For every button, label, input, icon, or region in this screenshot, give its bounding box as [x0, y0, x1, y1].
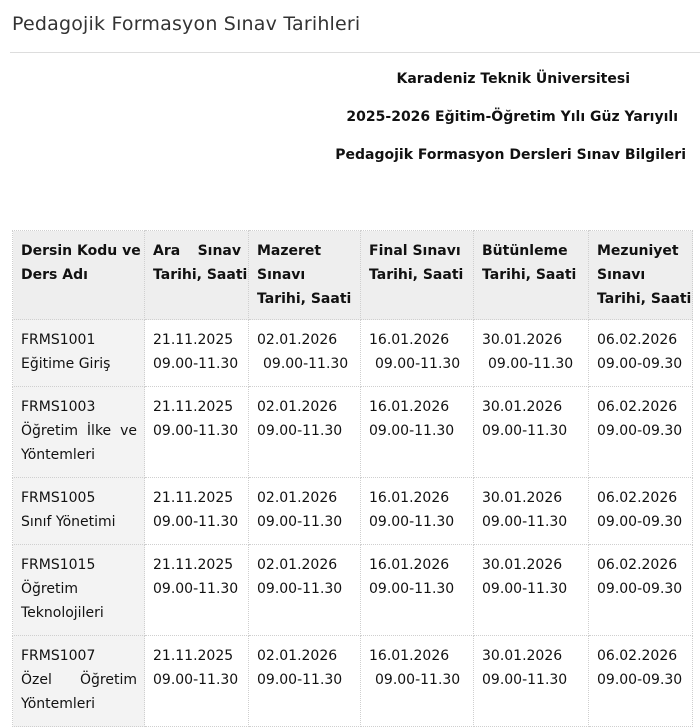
- course-name: Özel Öğretim: [21, 672, 137, 688]
- exam-date: 30.01.2026: [482, 332, 563, 348]
- column-header-line: Sınavı: [257, 267, 306, 283]
- column-header-line: Mezuniyet: [597, 243, 679, 259]
- resit-cell: [474, 545, 589, 636]
- exam-date: 21.11.2025: [153, 648, 234, 664]
- exam-time: 09.00-11.30: [375, 672, 461, 688]
- course-code: FRMS1015: [21, 557, 96, 573]
- final-cell: [361, 545, 474, 636]
- graduation-cell: [589, 320, 693, 387]
- exam-time: 09.00-11.30: [153, 423, 239, 439]
- course-name: Eğitime Giriş: [21, 356, 111, 372]
- exam-time: 09.00-09.30: [597, 356, 683, 372]
- course-name: Öğretim İlke ve: [21, 423, 137, 439]
- exam-time: 09.00-11.30: [263, 356, 349, 372]
- midterm-cell: [145, 636, 249, 727]
- course-cell: [13, 478, 145, 545]
- exam-date: 02.01.2026: [257, 399, 338, 415]
- exam-date: 06.02.2026: [597, 399, 678, 415]
- makeup-cell: [249, 478, 361, 545]
- course-cell: [13, 320, 145, 387]
- course-name: Yöntemleri: [21, 696, 96, 712]
- column-header-makeup: [249, 231, 361, 320]
- midterm-cell: [145, 478, 249, 545]
- exam-time: 09.00-11.30: [482, 581, 568, 597]
- midterm-cell: [145, 545, 249, 636]
- graduation-cell: [589, 545, 693, 636]
- exam-time: 09.00-11.30: [153, 672, 239, 688]
- exam-date: 21.11.2025: [153, 490, 234, 506]
- exam-time: 09.00-11.30: [153, 514, 239, 530]
- column-header-line: Mazeret: [257, 243, 322, 259]
- exam-time: 09.00-11.30: [369, 581, 455, 597]
- final-cell: [361, 387, 474, 478]
- column-header-line: Tarihi, Saati: [257, 291, 352, 307]
- table-row: [13, 636, 693, 727]
- exam-time: 09.00-11.30: [375, 356, 461, 372]
- page-title: Pedagojik Formasyon Sınav Tarihleri: [12, 13, 361, 35]
- course-code: FRMS1003: [21, 399, 96, 415]
- final-cell: [361, 320, 474, 387]
- table-row: [13, 478, 693, 545]
- column-header-midterm: [145, 231, 249, 320]
- course-cell: [13, 636, 145, 727]
- exam-date: 30.01.2026: [482, 557, 563, 573]
- column-header-line: Sınavı: [597, 267, 646, 283]
- exam-date: 16.01.2026: [369, 648, 450, 664]
- exam-date: 06.02.2026: [597, 332, 678, 348]
- exam-date: 30.01.2026: [482, 490, 563, 506]
- course-name: Sınıf Yönetimi: [21, 514, 116, 530]
- column-header-line: Tarihi, Saati: [482, 267, 577, 283]
- column-header-course: [13, 231, 145, 320]
- document-subtitle: Pedagojik Formasyon Dersleri Sınav Bilgileri: [335, 147, 686, 163]
- exam-schedule-table: [12, 230, 693, 727]
- exam-time: 09.00-09.30: [597, 423, 683, 439]
- course-code: FRMS1001: [21, 332, 96, 348]
- exam-time: 09.00-11.30: [257, 423, 343, 439]
- graduation-cell: [589, 636, 693, 727]
- exam-time: 09.00-11.30: [482, 672, 568, 688]
- exam-time: 09.00-11.30: [153, 581, 239, 597]
- exam-time: 09.00-11.30: [369, 423, 455, 439]
- exam-date: 30.01.2026: [482, 399, 563, 415]
- graduation-cell: [589, 478, 693, 545]
- column-header-line: Tarihi, Saati: [369, 267, 464, 283]
- resit-cell: [474, 478, 589, 545]
- resit-cell: [474, 387, 589, 478]
- exam-time: 09.00-09.30: [597, 581, 683, 597]
- makeup-cell: [249, 545, 361, 636]
- course-cell: [13, 387, 145, 478]
- exam-date: 02.01.2026: [257, 557, 338, 573]
- title-divider: [10, 52, 700, 53]
- document-header: [266, 60, 686, 174]
- exam-time: 09.00-11.30: [153, 356, 239, 372]
- exam-time: 09.00-11.30: [257, 672, 343, 688]
- exam-time: 09.00-09.30: [597, 672, 683, 688]
- final-cell: [361, 636, 474, 727]
- university-name: Karadeniz Teknik Üniversitesi: [396, 71, 630, 87]
- exam-date: 02.01.2026: [257, 648, 338, 664]
- column-header-resit: [474, 231, 589, 320]
- course-code: FRMS1005: [21, 490, 96, 506]
- exam-date: 21.11.2025: [153, 399, 234, 415]
- exam-date: 16.01.2026: [369, 332, 450, 348]
- exam-date: 21.11.2025: [153, 557, 234, 573]
- column-header-line: Tarihi, Saati: [597, 291, 692, 307]
- exam-date: 16.01.2026: [369, 490, 450, 506]
- column-header-line: Ders Adı: [21, 267, 88, 283]
- column-header-final: [361, 231, 474, 320]
- resit-cell: [474, 636, 589, 727]
- exam-date: 02.01.2026: [257, 490, 338, 506]
- exam-date: 06.02.2026: [597, 648, 678, 664]
- column-header-line: Final Sınavı: [369, 243, 461, 259]
- makeup-cell: [249, 636, 361, 727]
- exam-time: 09.00-11.30: [369, 514, 455, 530]
- exam-date: 16.01.2026: [369, 557, 450, 573]
- makeup-cell: [249, 387, 361, 478]
- midterm-cell: [145, 320, 249, 387]
- course-name: Öğretim: [21, 581, 78, 597]
- exam-date: 02.01.2026: [257, 332, 338, 348]
- graduation-cell: [589, 387, 693, 478]
- table-row: [13, 545, 693, 636]
- exam-time: 09.00-11.30: [488, 356, 574, 372]
- exam-time: 09.00-11.30: [257, 581, 343, 597]
- exam-time: 09.00-11.30: [482, 514, 568, 530]
- exam-date: 30.01.2026: [482, 648, 563, 664]
- course-name: Yöntemleri: [21, 447, 96, 463]
- table-header-row: [13, 231, 693, 320]
- course-name: Teknolojileri: [21, 605, 104, 621]
- academic-term: 2025-2026 Eğitim-Öğretim Yılı Güz Yarıyılı: [346, 109, 678, 125]
- exam-time: 09.00-11.30: [257, 514, 343, 530]
- final-cell: [361, 478, 474, 545]
- column-header-graduation: [589, 231, 693, 320]
- column-header-line: Dersin Kodu ve: [21, 243, 141, 259]
- exam-date: 06.02.2026: [597, 557, 678, 573]
- makeup-cell: [249, 320, 361, 387]
- course-cell: [13, 545, 145, 636]
- course-code: FRMS1007: [21, 648, 96, 664]
- exam-date: 16.01.2026: [369, 399, 450, 415]
- resit-cell: [474, 320, 589, 387]
- column-header-line: Ara Sınav: [153, 243, 241, 259]
- column-header-line: Tarihi, Saati: [153, 267, 248, 283]
- exam-date: 21.11.2025: [153, 332, 234, 348]
- exam-date: 06.02.2026: [597, 490, 678, 506]
- column-header-line: Bütünleme: [482, 243, 568, 259]
- table-row: [13, 320, 693, 387]
- table-row: [13, 387, 693, 478]
- midterm-cell: [145, 387, 249, 478]
- exam-time: 09.00-11.30: [482, 423, 568, 439]
- exam-time: 09.00-09.30: [597, 514, 683, 530]
